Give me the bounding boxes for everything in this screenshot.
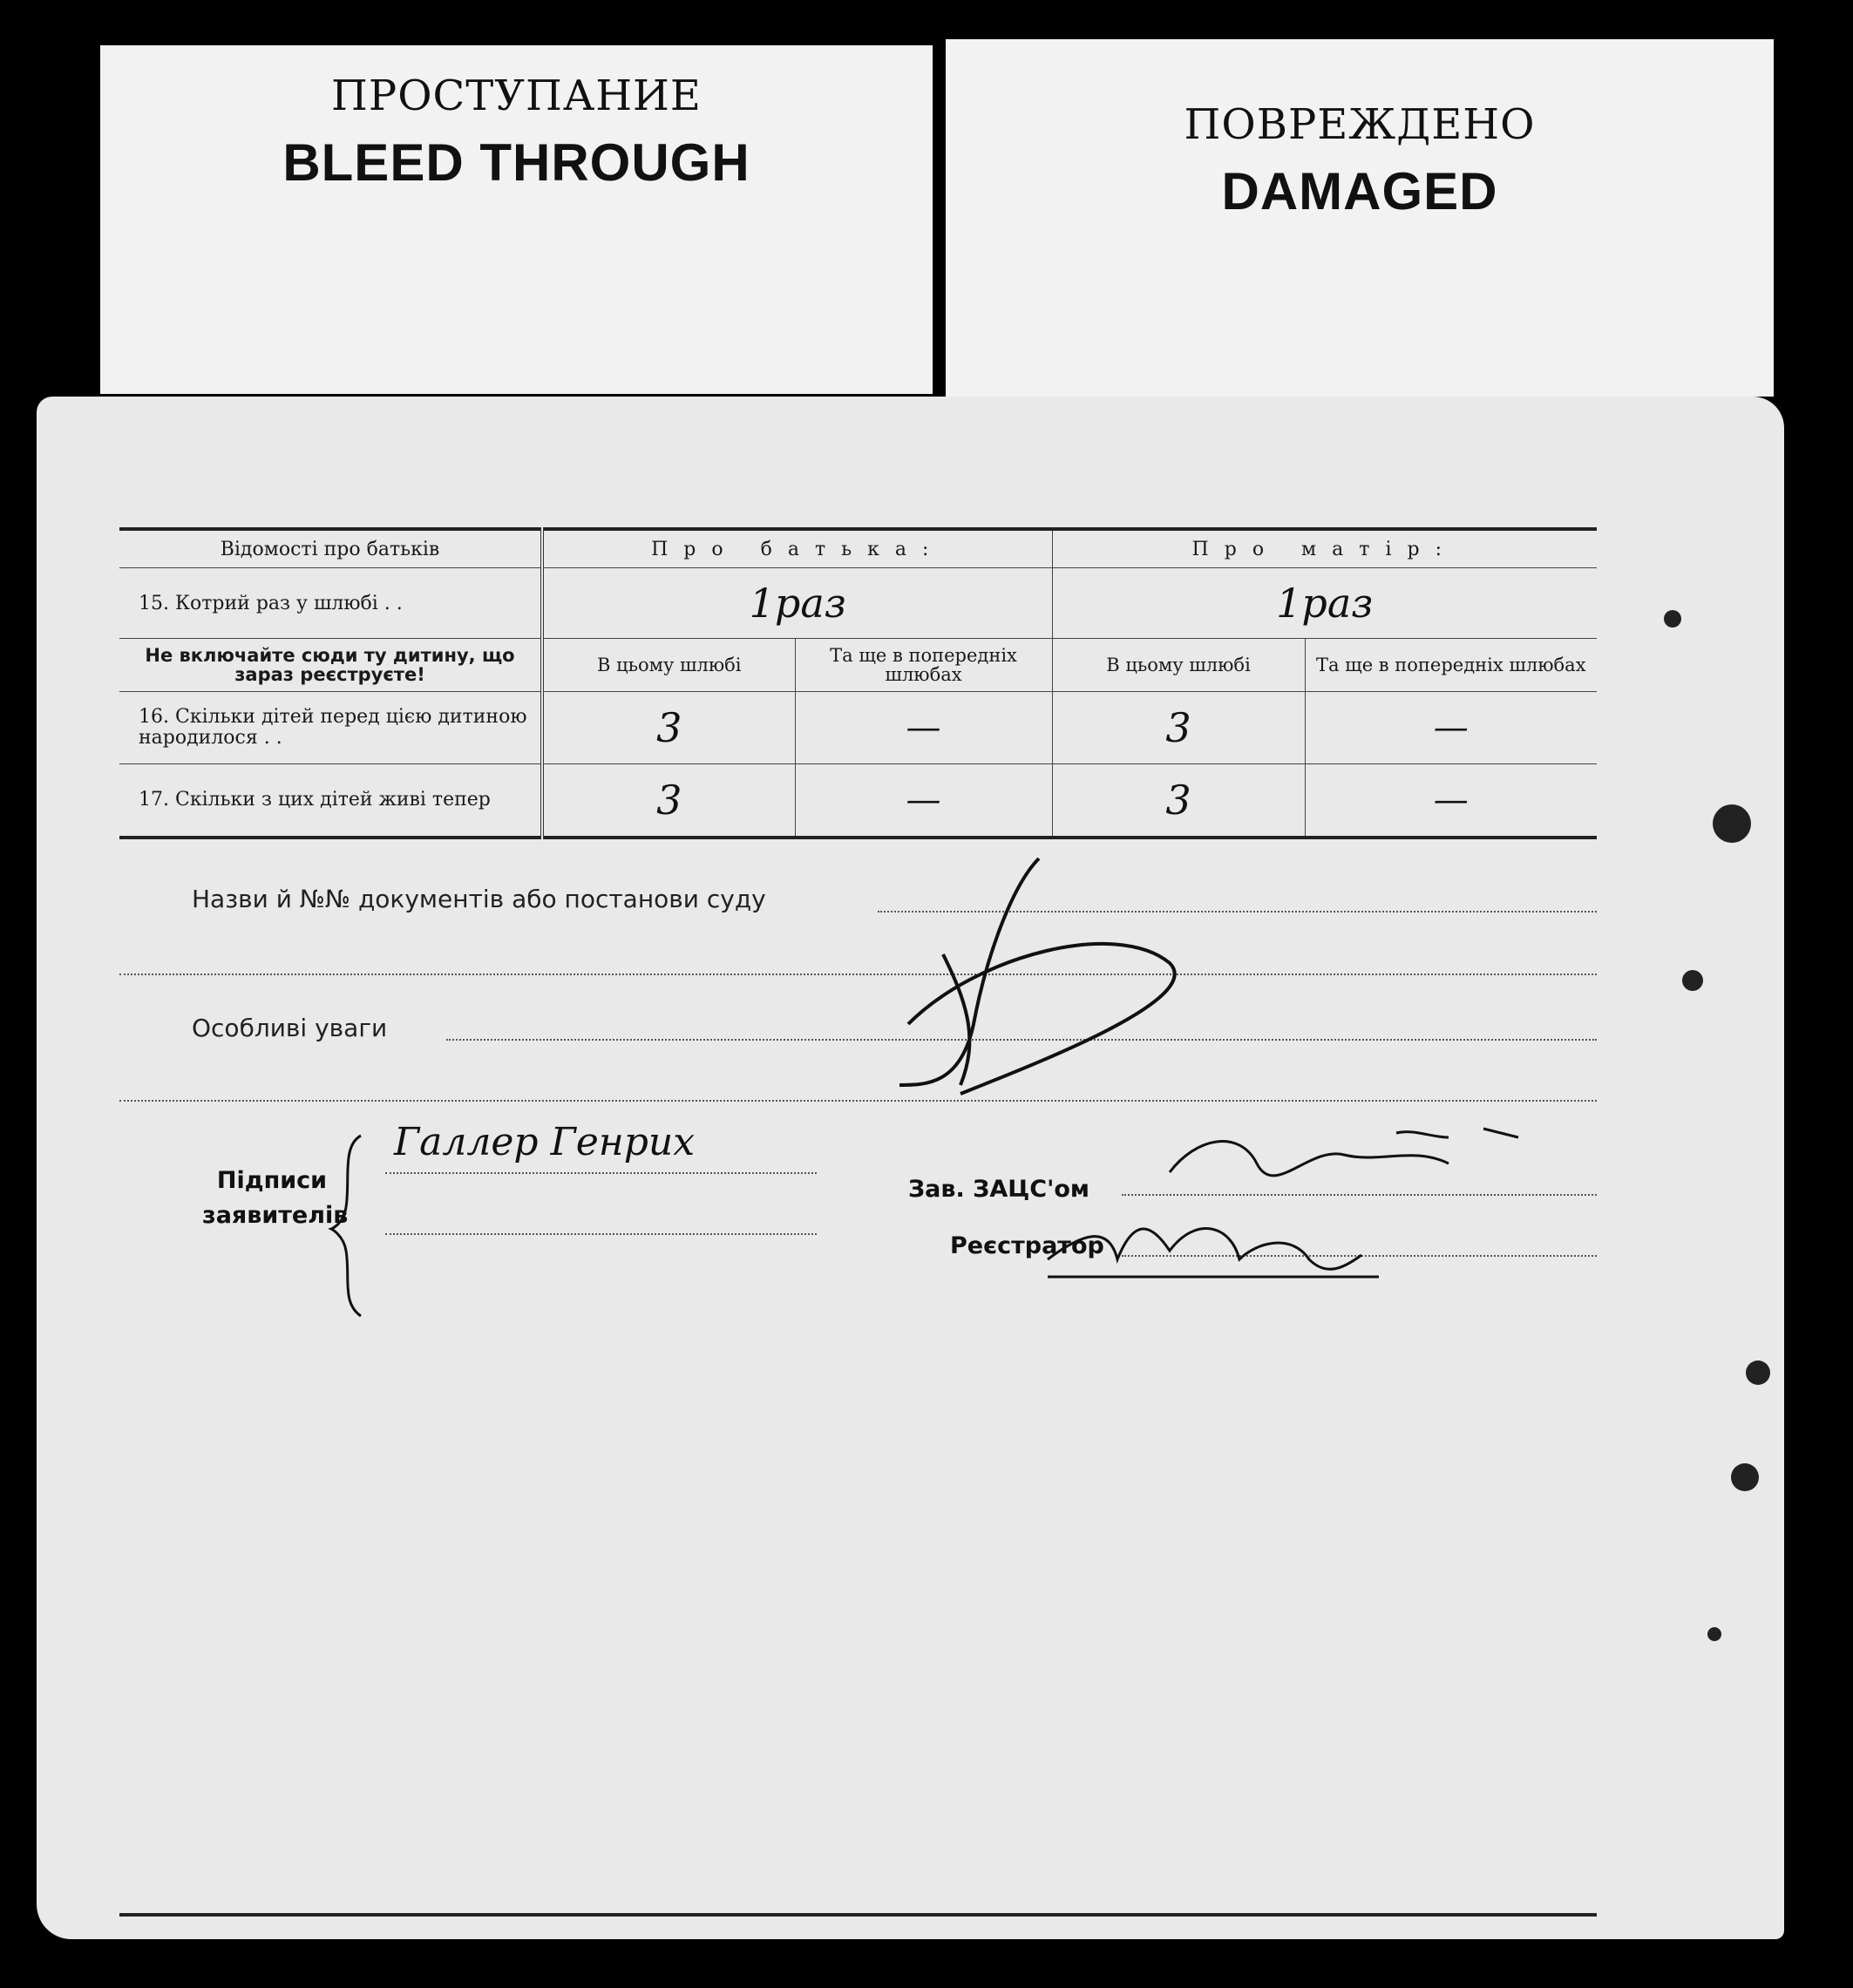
registrar-signature bbox=[1048, 1229, 1379, 1277]
documents-label: Назви й №№ документів або постанови суду bbox=[192, 885, 766, 913]
row15-label: 15. Котрий раз у шлюбі . . bbox=[119, 568, 542, 639]
remarks-label: Особливі уваги bbox=[192, 1014, 388, 1042]
header-father: Про батька: bbox=[542, 529, 1052, 568]
head-zags-label: Зав. ЗАЦС'ом bbox=[908, 1176, 1089, 1203]
father-previous-header: Та ще в попередніх шлюбах bbox=[795, 639, 1052, 692]
row15-father-value: 1раз bbox=[749, 580, 846, 627]
row17-mother-prev: — bbox=[1433, 780, 1469, 820]
strike-mark bbox=[899, 858, 1175, 1094]
row17-father-prev: — bbox=[906, 780, 941, 820]
damaged-card bbox=[946, 39, 1774, 397]
head-signature bbox=[1170, 1129, 1518, 1176]
registrar-label: Реєстратор bbox=[950, 1232, 1104, 1259]
damaged-ru: ПОВРЕЖДЕНО bbox=[1184, 100, 1536, 149]
damaged-en: DAMAGED bbox=[1221, 162, 1498, 221]
row16-mother-this: 3 bbox=[1165, 704, 1191, 751]
row16-father-prev: — bbox=[906, 708, 941, 748]
row16-label: 16. Скільки дітей перед цією дитиною народилося . . bbox=[119, 692, 542, 764]
row16-father-this: 3 bbox=[656, 704, 682, 751]
applicant-signature: Галлер Генрих bbox=[394, 1120, 696, 1164]
row15-mother-value: 1раз bbox=[1276, 580, 1374, 627]
bleed-through-card bbox=[100, 45, 933, 394]
applicants-brace bbox=[331, 1136, 361, 1316]
handwriting-overlay bbox=[37, 397, 1784, 1939]
row16-mother-prev: — bbox=[1433, 708, 1469, 748]
document-sheet bbox=[37, 397, 1784, 1939]
header-parents-info: Відомості про батьків bbox=[119, 529, 542, 568]
bleed-through-ru: ПРОСТУПАНИЕ bbox=[331, 71, 702, 120]
mother-previous-header: Та ще в попередніх шлюбах bbox=[1305, 639, 1597, 692]
father-this-marriage-header: В цьому шлюбі bbox=[542, 639, 795, 692]
bleed-through-en: BLEED THROUGH bbox=[282, 133, 750, 192]
mother-this-marriage-header: В цьому шлюбі bbox=[1052, 639, 1305, 692]
exclude-child-note: Не включайте сюди ту дитину, що зараз реєструєте! bbox=[119, 639, 542, 692]
applicants-signatures-label: Підписи заявителів bbox=[202, 1167, 349, 1229]
header-mother: Про матір: bbox=[1052, 529, 1597, 568]
row17-label: 17. Скільки з цих дітей живі тепер bbox=[119, 764, 542, 838]
row17-mother-this: 3 bbox=[1165, 777, 1191, 824]
row17-father-this: 3 bbox=[656, 777, 682, 824]
damage-marks bbox=[1664, 610, 1770, 1641]
